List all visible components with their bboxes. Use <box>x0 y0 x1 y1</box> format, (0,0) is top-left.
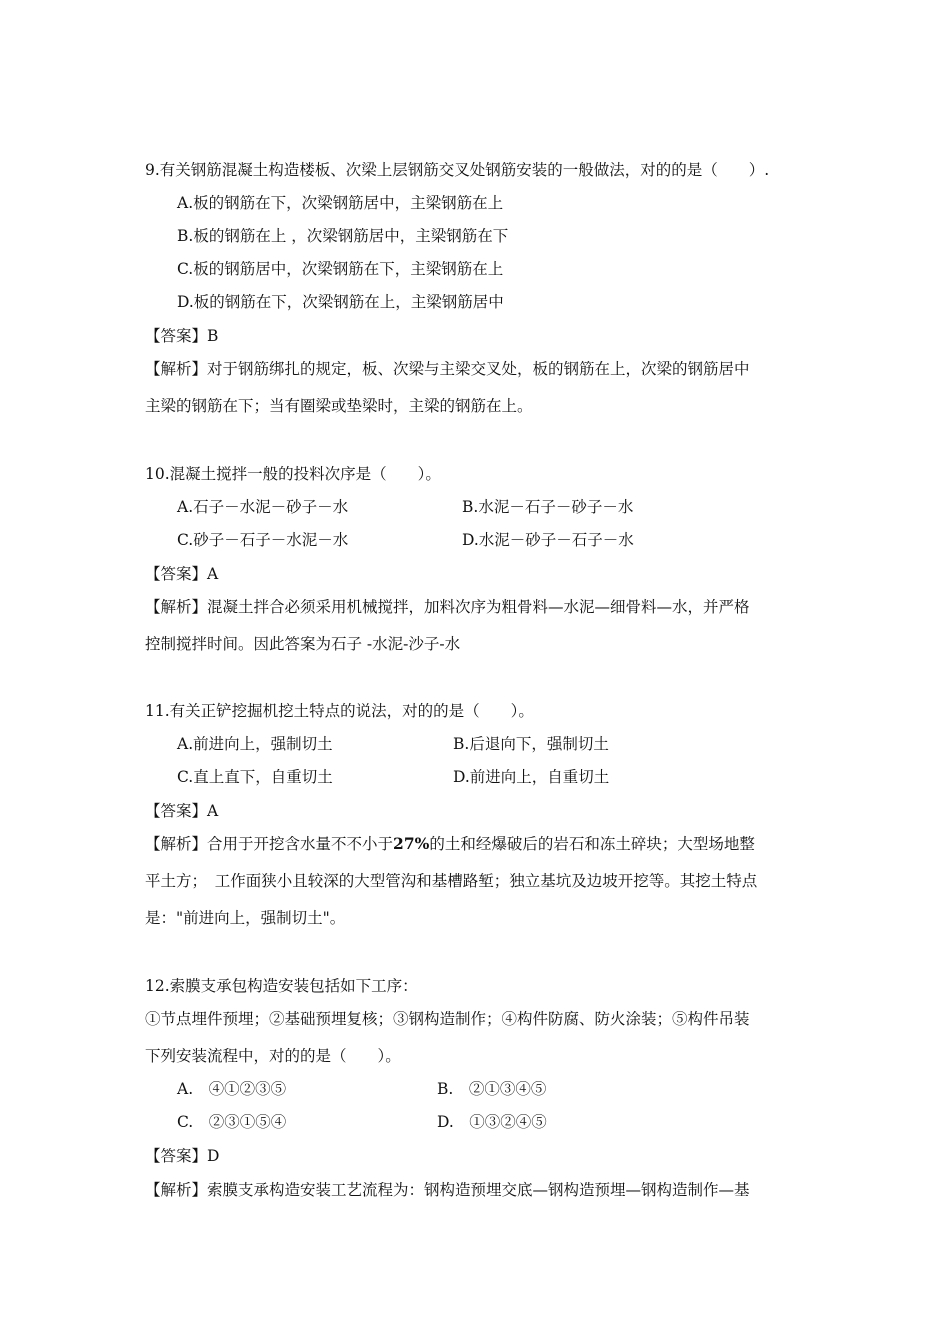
explanation-label: 【解析】 <box>145 1181 208 1199</box>
explanation-text: 混凝土拌合必须采用机械搅拌，加料次序为粗骨料—水泥—细骨料—水，并严格 <box>207 598 750 616</box>
question-11-explanation-line-2: 平土方； 工作面狭小且较深的大型管沟和基槽路堑；独立基坑及边坡开挖等。其挖土特点 <box>145 872 758 890</box>
answer-value: A <box>207 802 219 820</box>
question-11-option-b: B.后退向下，强制切土 <box>453 735 609 753</box>
question-10-option-b: B.水泥－石子－砂子－水 <box>462 498 634 516</box>
answer-label: 【答案】 <box>145 327 208 345</box>
question-10-option-c: C.砂子－石子－水泥－水 <box>177 531 349 549</box>
explanation-label: 【解析】 <box>145 598 208 616</box>
answer-label: 【答案】 <box>145 802 208 820</box>
question-9-option-c: C.板的钢筋居中，次梁钢筋在下，主梁钢筋在上 <box>177 260 504 278</box>
question-9-option-a: A.板的钢筋在下，次梁钢筋居中，主梁钢筋在上 <box>177 194 504 212</box>
question-11-explanation <box>145 834 755 854</box>
question-12-option-c: C. ②③①⑤④ <box>177 1113 287 1131</box>
question-12-option-b: B. ②①③④⑤ <box>437 1080 547 1098</box>
question-10-answer <box>145 564 218 584</box>
question-11-explanation-line-3: 是："前进向上，强制切土"。 <box>145 909 346 927</box>
question-12-answer <box>145 1146 219 1166</box>
explanation-text-post: 的土和经爆破后的岩石和冻土碎块；大型场地整 <box>429 835 755 853</box>
explanation-label: 【解析】 <box>145 835 208 853</box>
question-12-steps: ①节点埋件预埋；②基础预埋复核；③钢构造制作；④构件防腐、防火涂装；⑤构件吊装 <box>145 1010 750 1028</box>
question-12-explanation <box>145 1180 750 1200</box>
question-9-option-b: B.板的钢筋在上 ，次梁钢筋居中，主梁钢筋在下 <box>177 227 509 245</box>
explanation-text: 索膜支承构造安装工艺流程为：钢构造预埋交底—钢构造预埋—钢构造制作—基 <box>207 1181 750 1199</box>
question-10-explanation <box>145 597 750 617</box>
answer-label: 【答案】 <box>145 565 208 583</box>
question-9-explanation <box>145 359 750 379</box>
question-11-option-a: A.前进向上，强制切土 <box>177 735 333 753</box>
question-12-prompt: 下列安装流程中，对的的是（ ）。 <box>145 1047 401 1065</box>
question-12-option-d: D. ①③②④⑤ <box>437 1113 547 1131</box>
question-9-answer <box>145 326 218 346</box>
explanation-text-bold: 27% <box>393 834 430 853</box>
explanation-label: 【解析】 <box>145 360 208 378</box>
explanation-text-pre: 合用于开挖含水量不不小于 <box>207 835 394 853</box>
question-11: 11.有关正铲挖掘机挖土特点的说法，对的的是（ ）。 <box>145 702 534 720</box>
question-11-answer <box>145 801 218 821</box>
answer-label: 【答案】 <box>145 1147 208 1165</box>
question-9-explanation-line-2: 主梁的钢筋在下；当有圈梁或垫梁时，主梁的钢筋在上。 <box>145 397 533 415</box>
question-12-option-a: A. ④①②③⑤ <box>177 1080 287 1098</box>
question-10-option-d: D.水泥－砂子－石子－水 <box>462 531 634 549</box>
answer-value: B <box>207 327 219 345</box>
answer-value: D <box>207 1147 220 1165</box>
question-11-option-c: C.直上直下，自重切土 <box>177 768 333 786</box>
question-9: 9.有关钢筋混凝土构造楼板、次梁上层钢筋交叉处钢筋安装的一般做法，对的的是（ ）. <box>145 161 770 179</box>
question-11-option-d: D.前进向上，自重切土 <box>453 768 610 786</box>
question-10-option-a: A.石子－水泥－砂子－水 <box>177 498 349 516</box>
question-10-explanation-line-2: 控制搅拌时间。因此答案为石子 -水泥-沙子-水 <box>145 635 461 653</box>
question-10: 10.混凝土搅拌一般的投料次序是（ ）。 <box>145 465 441 483</box>
explanation-text: 对于钢筋绑扎的规定，板、次梁与主梁交叉处，板的钢筋在上，次梁的钢筋居中 <box>207 360 750 378</box>
question-12: 12.索膜支承包构造安装包括如下工序： <box>145 977 418 995</box>
answer-value: A <box>207 565 219 583</box>
question-9-option-d: D.板的钢筋在下，次梁钢筋在上，主梁钢筋居中 <box>177 293 504 311</box>
